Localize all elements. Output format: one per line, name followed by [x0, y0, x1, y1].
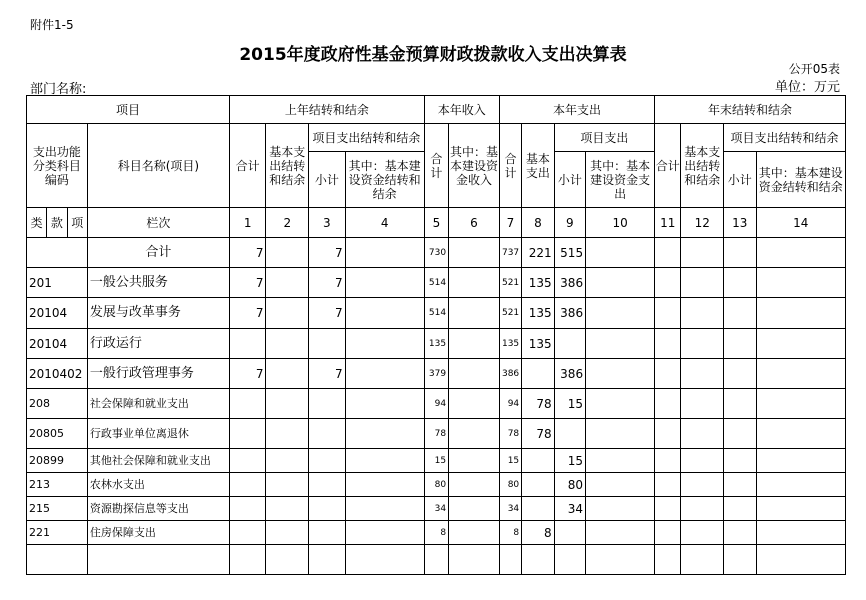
cell-value [266, 497, 309, 521]
cell-value: 135 [424, 329, 448, 359]
cell-value: 15 [554, 389, 585, 419]
cell-value [522, 449, 554, 473]
cell-value [756, 419, 845, 449]
cell-value: 34 [424, 497, 448, 521]
cell-value [724, 389, 756, 419]
cell-value: 514 [424, 268, 448, 298]
cell-value [756, 497, 845, 521]
cell-value: 7 [229, 268, 266, 298]
row-name: 一般公共服务 [87, 268, 229, 298]
col-num: 3 [309, 208, 346, 238]
col-num: 14 [756, 208, 845, 238]
budget-table [26, 95, 846, 575]
cell-value: 8 [499, 521, 521, 545]
header-kuan: 款 [47, 208, 67, 238]
cell-value [756, 359, 845, 389]
header-end-subtotal: 小计 [724, 152, 756, 208]
cell-value [345, 238, 424, 268]
header-lanci: 栏次 [87, 208, 229, 238]
cell-value [724, 238, 756, 268]
cell-value [681, 238, 724, 268]
row-code: 201 [27, 268, 88, 298]
cell-value: 34 [554, 497, 585, 521]
header-basic-expense: 基本支出 [522, 124, 554, 208]
table-row [27, 545, 846, 575]
cell-value: 8 [522, 521, 554, 545]
cell-value [681, 545, 724, 575]
row-code: 215 [27, 497, 88, 521]
cell-value [449, 359, 500, 389]
cell-value [266, 545, 309, 575]
cell-value [229, 497, 266, 521]
cell-value [522, 359, 554, 389]
cell-value [554, 419, 585, 449]
header-item: 项目 [27, 96, 230, 124]
cell-value [681, 268, 724, 298]
col-num: 8 [522, 208, 554, 238]
cell-value: 521 [499, 268, 521, 298]
cell-value [724, 473, 756, 497]
cell-value [229, 449, 266, 473]
row-name: 住房保障支出 [87, 521, 229, 545]
cell-value [229, 473, 266, 497]
table-row [27, 268, 846, 298]
row-code: 213 [27, 473, 88, 497]
cell-value [655, 329, 681, 359]
col-num: 13 [724, 208, 756, 238]
cell-value [266, 298, 309, 329]
table-row [27, 238, 846, 268]
cell-value [345, 419, 424, 449]
cell-value [309, 449, 346, 473]
cell-value [756, 329, 845, 359]
row-code: 208 [27, 389, 88, 419]
row-name: 社会保障和就业支出 [87, 389, 229, 419]
cell-value [309, 521, 346, 545]
cell-value: 515 [554, 238, 585, 268]
cell-value [554, 521, 585, 545]
cell-value: 94 [499, 389, 521, 419]
cell-value [655, 359, 681, 389]
row-name: 一般行政管理事务 [87, 359, 229, 389]
cell-value [345, 545, 424, 575]
cell-value: 135 [522, 329, 554, 359]
cell-value [681, 473, 724, 497]
row-name: 资源勘探信息等支出 [87, 497, 229, 521]
col-num: 1 [229, 208, 266, 238]
header-end-capital: 其中：基本建设资金结转和结余 [756, 152, 845, 208]
cell-value [266, 268, 309, 298]
table-row [27, 419, 846, 449]
cell-value [449, 268, 500, 298]
col-num: 12 [681, 208, 724, 238]
cell-value: 15 [424, 449, 448, 473]
header-income: 本年收入 [424, 96, 499, 124]
cell-value: 386 [499, 359, 521, 389]
cell-value [586, 419, 655, 449]
header-prior-total: 合计 [229, 124, 266, 208]
cell-value [345, 359, 424, 389]
header-expense: 本年支出 [499, 96, 654, 124]
attachment-label: 附件1-5 [30, 18, 74, 32]
cell-value [309, 545, 346, 575]
cell-value: 514 [424, 298, 448, 329]
cell-value: 521 [499, 298, 521, 329]
page-title: 2015年度政府性基金预算财政拨款收入支出决算表 [239, 45, 627, 65]
header-expense-total: 合计 [499, 124, 521, 208]
cell-value [724, 268, 756, 298]
cell-value [586, 497, 655, 521]
cell-value [266, 238, 309, 268]
header-year-end-balance: 年末结转和结余 [655, 96, 846, 124]
row-code: 20899 [27, 449, 88, 473]
cell-value [309, 419, 346, 449]
cell-value [345, 298, 424, 329]
unit-label: 单位：万元 [774, 80, 840, 95]
cell-value [266, 473, 309, 497]
cell-value: 78 [522, 389, 554, 419]
cell-value [655, 545, 681, 575]
department-label: 部门名称: [30, 82, 87, 97]
col-num: 11 [655, 208, 681, 238]
cell-value [449, 521, 500, 545]
cell-value [681, 298, 724, 329]
table-row [27, 521, 846, 545]
cell-value [586, 521, 655, 545]
cell-value: 78 [499, 419, 521, 449]
cell-value [756, 449, 845, 473]
cell-value [724, 419, 756, 449]
col-num: 10 [586, 208, 655, 238]
cell-value [309, 389, 346, 419]
header-end-basic: 基本支出结转和结余 [681, 124, 724, 208]
table-row [27, 473, 846, 497]
cell-value: 7 [229, 238, 266, 268]
row-name: 行政事业单位离退休 [87, 419, 229, 449]
header-prior-capital: 其中：基本建设资金结转和结余 [345, 152, 424, 208]
cell-value [724, 359, 756, 389]
cell-value [449, 298, 500, 329]
cell-value: 7 [309, 268, 346, 298]
cell-value [309, 473, 346, 497]
cell-value [522, 473, 554, 497]
cell-value [724, 545, 756, 575]
cell-value [586, 329, 655, 359]
cell-value [345, 329, 424, 359]
cell-value [756, 545, 845, 575]
form-code: 公开05表 [788, 62, 840, 76]
row-name: 农林水支出 [87, 473, 229, 497]
cell-value: 386 [554, 268, 585, 298]
cell-value [266, 389, 309, 419]
cell-value [756, 268, 845, 298]
cell-value [724, 298, 756, 329]
cell-value: 737 [499, 238, 521, 268]
cell-value [756, 298, 845, 329]
header-capital-income: 其中：基本建设资金收入 [449, 124, 500, 208]
cell-value [229, 329, 266, 359]
header-end-project: 项目支出结转和结余 [724, 124, 846, 152]
cell-value [655, 419, 681, 449]
cell-value [655, 497, 681, 521]
cell-value [724, 521, 756, 545]
cell-value [345, 473, 424, 497]
cell-value [655, 298, 681, 329]
header-prior-subtotal: 小计 [309, 152, 346, 208]
header-lei: 类 [27, 208, 47, 238]
cell-value [655, 473, 681, 497]
cell-value [449, 389, 500, 419]
cell-value: 34 [499, 497, 521, 521]
header-project-subtotal: 小计 [554, 152, 585, 208]
cell-value: 78 [424, 419, 448, 449]
cell-value [586, 545, 655, 575]
cell-value [586, 359, 655, 389]
table-row [27, 329, 846, 359]
cell-value [586, 268, 655, 298]
row-code: 20104 [27, 329, 88, 359]
cell-value [681, 419, 724, 449]
row-name [87, 545, 229, 575]
cell-value: 135 [499, 329, 521, 359]
cell-value: 7 [229, 359, 266, 389]
cell-value [655, 521, 681, 545]
row-code [27, 545, 88, 575]
row-code: 221 [27, 521, 88, 545]
cell-value [655, 238, 681, 268]
cell-value: 135 [522, 298, 554, 329]
row-code: 20805 [27, 419, 88, 449]
cell-value [229, 419, 266, 449]
cell-value [681, 497, 724, 521]
cell-value [756, 473, 845, 497]
col-num: 4 [345, 208, 424, 238]
table-row [27, 497, 846, 521]
cell-value [554, 545, 585, 575]
cell-value: 386 [554, 298, 585, 329]
cell-value [309, 497, 346, 521]
cell-value: 8 [424, 521, 448, 545]
cell-value [724, 497, 756, 521]
cell-value: 730 [424, 238, 448, 268]
cell-value: 80 [554, 473, 585, 497]
cell-value [449, 497, 500, 521]
header-prior-basic: 基本支出结转和结余 [266, 124, 309, 208]
cell-value: 7 [229, 298, 266, 329]
row-code: 20104 [27, 298, 88, 329]
cell-value [756, 521, 845, 545]
cell-value [586, 298, 655, 329]
row-code: 2010402 [27, 359, 88, 389]
header-prior-project: 项目支出结转和结余 [309, 124, 425, 152]
row-name: 发展与改革事务 [87, 298, 229, 329]
cell-value [345, 389, 424, 419]
cell-value [554, 329, 585, 359]
cell-value [449, 449, 500, 473]
cell-value [266, 449, 309, 473]
cell-value [449, 238, 500, 268]
cell-value [681, 449, 724, 473]
cell-value: 386 [554, 359, 585, 389]
cell-value: 15 [499, 449, 521, 473]
header-capital-expense: 其中：基本建设资金支出 [586, 152, 655, 208]
col-num: 2 [266, 208, 309, 238]
cell-value [309, 329, 346, 359]
cell-value [756, 389, 845, 419]
cell-value: 7 [309, 359, 346, 389]
cell-value [586, 473, 655, 497]
cell-value [655, 268, 681, 298]
col-num: 9 [554, 208, 585, 238]
cell-value: 15 [554, 449, 585, 473]
cell-value [586, 389, 655, 419]
cell-value [229, 521, 266, 545]
cell-value [586, 449, 655, 473]
cell-value [449, 545, 500, 575]
table-row [27, 389, 846, 419]
header-xiang: 项 [67, 208, 87, 238]
cell-value [756, 238, 845, 268]
cell-value: 80 [499, 473, 521, 497]
col-num: 7 [499, 208, 521, 238]
row-name: 其他社会保障和就业支出 [87, 449, 229, 473]
header-func-code: 支出功能分类科目编码 [27, 124, 88, 208]
cell-value [522, 545, 554, 575]
header-income-total: 合计 [424, 124, 448, 208]
cell-value [449, 473, 500, 497]
cell-value [655, 449, 681, 473]
cell-value [522, 497, 554, 521]
table-row [27, 449, 846, 473]
col-num: 5 [424, 208, 448, 238]
col-num: 6 [449, 208, 500, 238]
header-end-total: 合计 [655, 124, 681, 208]
cell-value [724, 329, 756, 359]
cell-value [229, 389, 266, 419]
cell-value [424, 545, 448, 575]
cell-value [449, 419, 500, 449]
cell-value [345, 497, 424, 521]
cell-value [681, 359, 724, 389]
cell-value [681, 329, 724, 359]
cell-value: 7 [309, 238, 346, 268]
row-code [27, 238, 88, 268]
cell-value [345, 449, 424, 473]
cell-value: 135 [522, 268, 554, 298]
cell-value [586, 238, 655, 268]
row-name: 合计 [87, 238, 229, 268]
cell-value: 7 [309, 298, 346, 329]
cell-value [449, 329, 500, 359]
cell-value: 78 [522, 419, 554, 449]
header-project-expense: 项目支出 [554, 124, 654, 152]
cell-value: 221 [522, 238, 554, 268]
cell-value [266, 521, 309, 545]
cell-value: 379 [424, 359, 448, 389]
cell-value [266, 329, 309, 359]
cell-value [345, 521, 424, 545]
cell-value [681, 521, 724, 545]
header-prior-balance: 上年结转和结余 [229, 96, 424, 124]
row-name: 行政运行 [87, 329, 229, 359]
cell-value [655, 389, 681, 419]
table-row [27, 359, 846, 389]
table-row [27, 298, 846, 329]
cell-value [266, 419, 309, 449]
cell-value [724, 449, 756, 473]
cell-value [499, 545, 521, 575]
cell-value [681, 389, 724, 419]
cell-value [345, 268, 424, 298]
cell-value: 80 [424, 473, 448, 497]
cell-value [266, 359, 309, 389]
cell-value [229, 545, 266, 575]
cell-value: 94 [424, 389, 448, 419]
header-subject-name: 科目名称(项目) [87, 124, 229, 208]
